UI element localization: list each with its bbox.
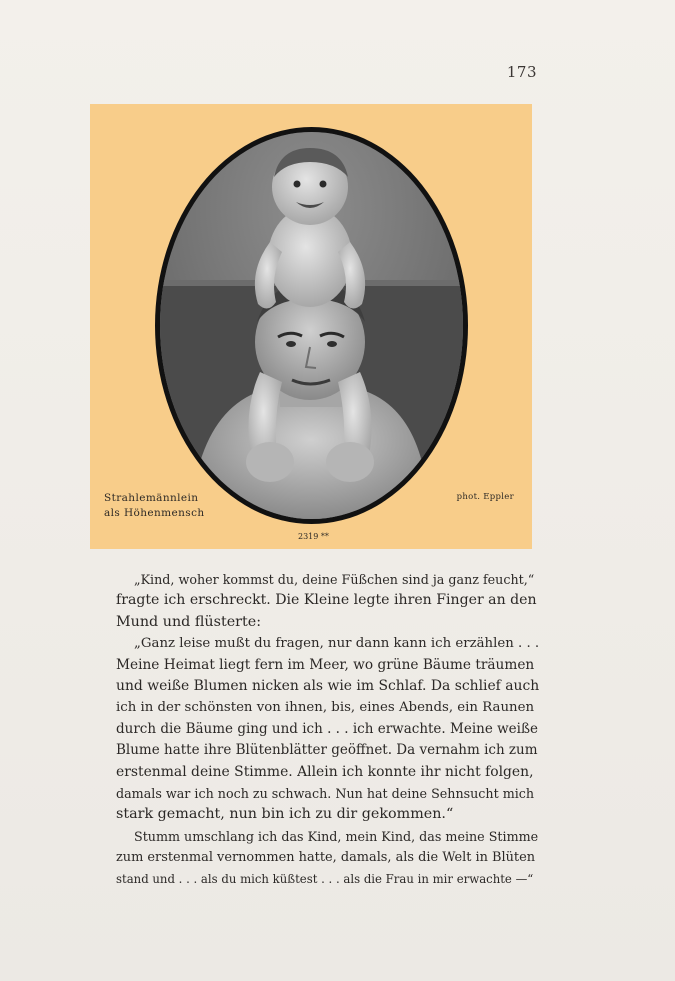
photo-image (160, 132, 463, 519)
text-line: und weiße Blumen nicken als wie im Schlaf. Da schlief auch (116, 678, 539, 695)
text-line: ich in der schönsten von ihnen, bis, eines Abends, ein Raunen (116, 700, 535, 716)
body-text (116, 569, 539, 890)
photo-credit: phot. Eppler (456, 492, 514, 502)
caption-line-2: als Höhenmensch (104, 507, 205, 519)
plate-number: 2319 ** (298, 532, 329, 541)
text-line: Stumm umschlang ich das Kind, mein Kind, das meine Stimme (134, 828, 539, 844)
text-line: „Ganz leise mußt du fragen, nur dann kann ich erzählen . . . (134, 636, 539, 652)
text-line: stand und . . . als du mich küßtest . . . als die Frau in mir erwachte —“ (116, 871, 534, 886)
oval-photo-frame (155, 127, 468, 524)
text-line: Mund und flüsterte: (116, 613, 262, 630)
photo-father-child (160, 132, 463, 519)
photo-plate (90, 104, 532, 549)
text-line: durch die Bäume ging und ich . . . ich erwachte. Meine weiße (116, 720, 538, 737)
text-line: erstenmal deine Stimme. Allein ich konnte ihr nicht folgen, (116, 763, 534, 780)
text-line: zum erstenmal vernommen hatte, damals, als die Welt in Blüten (116, 850, 536, 866)
text-line: Blume hatte ihre Blütenblätter geöffnet. Da vernahm ich zum (116, 742, 538, 759)
text-line: stark gemacht, nun bin ich zu dir gekommen.“ (116, 806, 454, 823)
page-number: 173 (506, 63, 537, 81)
paragraph-3 (116, 826, 539, 890)
paragraph-2 (116, 633, 539, 826)
caption-line-1: Strahlemännlein (104, 492, 199, 504)
text-line: fragte ich erschreckt. Die Kleine legte ihren Finger an den (116, 592, 537, 609)
text-line: Meine Heimat liegt fern im Meer, wo grüne Bäume träumen (116, 656, 535, 673)
text-line: „Kind, woher kommst du, deine Füßchen sind ja ganz feucht,“ (134, 572, 535, 587)
text-line: damals war ich noch zu schwach. Nun hat deine Sehnsucht mich (116, 786, 535, 802)
paragraph-1 (116, 569, 539, 633)
photo-caption (104, 491, 205, 521)
